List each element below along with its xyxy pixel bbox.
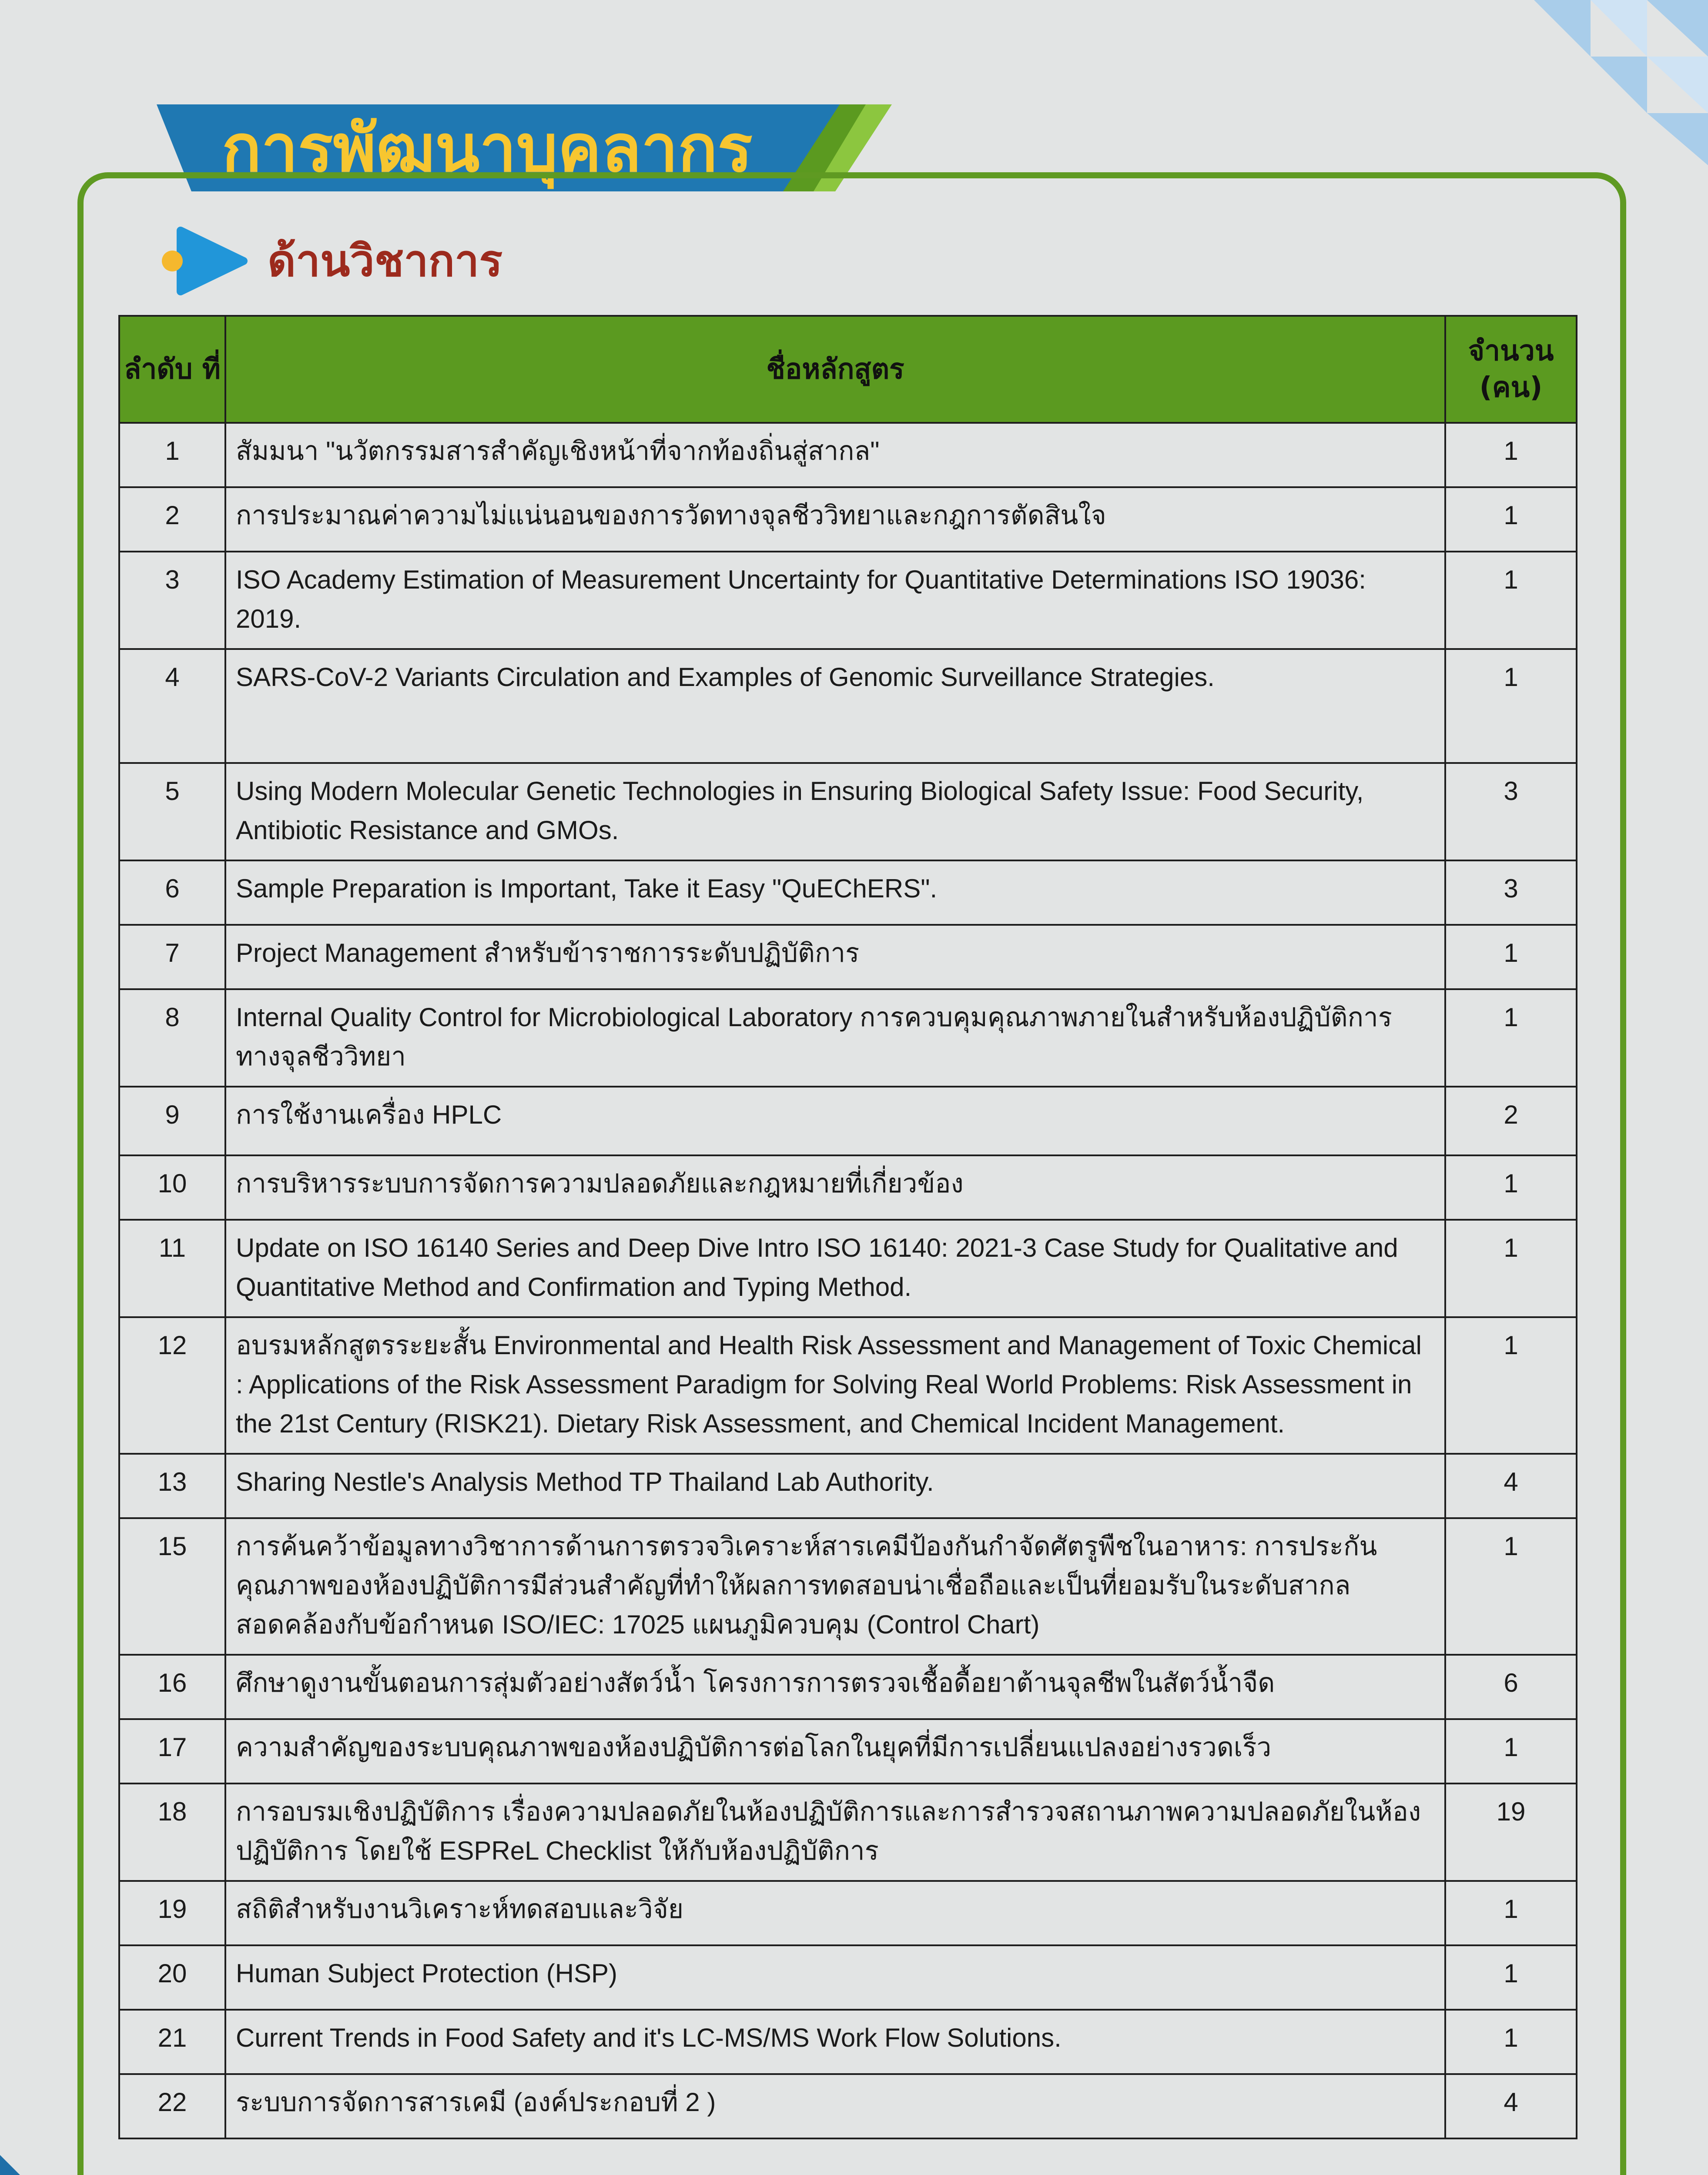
table-row [119, 487, 1577, 552]
participant-count: 1 [1445, 1155, 1577, 1220]
participant-count: 1 [1445, 1719, 1577, 1784]
header-count: จำนวน (คน) [1445, 316, 1577, 423]
course-name: Internal Quality Control for Microbiological Laboratory การควบคุมคุณภาพภายในสำหรับห้องปฏิบัติการทางจุลชีววิทยา [225, 989, 1445, 1087]
course-name: สัมมนา "นวัตกรรมสารสำคัญเชิงหน้าที่จากท้องถิ่นสู่สากล" [225, 423, 1445, 487]
participant-count: 1 [1445, 423, 1577, 487]
row-number: 1 [119, 423, 225, 487]
participant-count: 3 [1445, 860, 1577, 925]
row-number: 19 [119, 1881, 225, 1945]
table-row [119, 1155, 1577, 1220]
participant-count: 1 [1445, 1945, 1577, 2010]
row-number: 10 [119, 1155, 225, 1220]
row-number: 7 [119, 925, 225, 989]
row-number: 17 [119, 1719, 225, 1784]
course-name: การบริหารระบบการจัดการความปลอดภัยและกฎหมายที่เกี่ยวข้อง [225, 1155, 1445, 1220]
row-number: 2 [119, 487, 225, 552]
row-number: 9 [119, 1087, 225, 1155]
participant-count: 2 [1445, 1087, 1577, 1155]
header-course-name: ชื่อหลักสูตร [225, 316, 1445, 423]
participant-count: 1 [1445, 1317, 1577, 1454]
row-number: 3 [119, 552, 225, 649]
course-name: การประมาณค่าความไม่แน่นอนของการวัดทางจุลชีววิทยาและกฎการตัดสินใจ [225, 487, 1445, 552]
table-row [119, 925, 1577, 989]
participant-count: 1 [1445, 1220, 1577, 1317]
table-row [119, 552, 1577, 649]
course-name: สถิติสำหรับงานวิเคราะห์ทดสอบและวิจัย [225, 1881, 1445, 1945]
course-name: อบรมหลักสูตรระยะสั้น Environmental and Health Risk Assessment and Management of Toxic Chemical : Applications of the Risk Assessment Paradigm for Solving Real World Problems: Risk Assessment in the 21st Century (RISK21). Dietary Risk Assessment, and Chemical Incident Management. [225, 1317, 1445, 1454]
course-name: ศึกษาดูงานขั้นตอนการสุ่มตัวอย่างสัตว์น้ำ โครงการการตรวจเชื้อดื้อยาต้านจุลชีพในสัตว์น้ำจืด [225, 1655, 1445, 1719]
participant-count: 1 [1445, 1881, 1577, 1945]
participant-count: 4 [1445, 2074, 1577, 2138]
row-number: 15 [119, 1518, 225, 1655]
section-title: ด้านวิชาการ [268, 235, 503, 286]
row-number: 6 [119, 860, 225, 925]
table-row [119, 1945, 1577, 2010]
courses-table [118, 315, 1577, 2139]
page-title: การพัฒนาบุคลากร [222, 111, 753, 187]
participant-count: 1 [1445, 989, 1577, 1087]
row-number: 20 [119, 1945, 225, 2010]
participant-count: 4 [1445, 1454, 1577, 1518]
row-number: 13 [119, 1454, 225, 1518]
header-order: ลำดับ ที่ [119, 316, 225, 423]
participant-count: 6 [1445, 1655, 1577, 1719]
course-name: Current Trends in Food Safety and it's LC-MS/MS Work Flow Solutions. [225, 2010, 1445, 2074]
course-name: Project Management สำหรับข้าราชการระดับปฏิบัติการ [225, 925, 1445, 989]
table-row [119, 1518, 1577, 1655]
table-row [119, 649, 1577, 763]
row-number: 5 [119, 763, 225, 860]
course-name: Using Modern Molecular Genetic Technologies in Ensuring Biological Safety Issue: Food Security, Antibiotic Resistance and GMOs. [225, 763, 1445, 860]
course-name: ความสำคัญของระบบคุณภาพของห้องปฏิบัติการต่อโลกในยุคที่มีการเปลี่ยนแปลงอย่างรวดเร็ว [225, 1719, 1445, 1784]
participant-count: 1 [1445, 649, 1577, 763]
table-row [119, 1881, 1577, 1945]
participant-count: 1 [1445, 2010, 1577, 2074]
table-row [119, 763, 1577, 860]
participant-count: 1 [1445, 487, 1577, 552]
row-number: 4 [119, 649, 225, 763]
table-row [119, 423, 1577, 487]
row-number: 21 [119, 2010, 225, 2074]
table-row [119, 2074, 1577, 2138]
table-row [119, 1087, 1577, 1155]
row-number: 16 [119, 1655, 225, 1719]
participant-count: 1 [1445, 1518, 1577, 1655]
row-number: 11 [119, 1220, 225, 1317]
play-arrow-icon [161, 226, 248, 296]
participant-count: 3 [1445, 763, 1577, 860]
row-number: 8 [119, 989, 225, 1087]
row-number: 12 [119, 1317, 225, 1454]
course-name: ระบบการจัดการสารเคมี (องค์ประกอบที่ 2 ) [225, 2074, 1445, 2138]
table-row [119, 1719, 1577, 1784]
table-row [119, 860, 1577, 925]
table-row [119, 1317, 1577, 1454]
table-row [119, 989, 1577, 1087]
course-name: Update on ISO 16140 Series and Deep Dive Intro ISO 16140: 2021-3 Case Study for Qualitative and Quantitative Method and Confirmation and Typing Method. [225, 1220, 1445, 1317]
table-row [119, 2010, 1577, 2074]
course-name: การค้นคว้าข้อมูลทางวิชาการด้านการตรวจวิเคราะห์สารเคมีป้องกันกำจัดศัตรูพืชในอาหาร: การประกันคุณภาพของห้องปฏิบัติการมีส่วนสำคัญที่ทำให้ผลการทดสอบน่าเชื่อถือและเป็นที่ยอมรับในระดับสากล สอดคล้องกับข้อกำหนด ISO/IEC: 17025 แผนภูมิควบคุม (Control Chart) [225, 1518, 1445, 1655]
table-header-row [119, 316, 1577, 423]
course-name: Human Subject Protection (HSP) [225, 1945, 1445, 2010]
table-row [119, 1784, 1577, 1881]
course-name: ISO Academy Estimation of Measurement Uncertainty for Quantitative Determinations ISO 19036: 2019. [225, 552, 1445, 649]
participant-count: 1 [1445, 925, 1577, 989]
row-number: 22 [119, 2074, 225, 2138]
participant-count: 19 [1445, 1784, 1577, 1881]
table-row [119, 1655, 1577, 1719]
course-name: Sample Preparation is Important, Take it Easy "QuEChERS". [225, 860, 1445, 925]
table-row [119, 1454, 1577, 1518]
participant-count: 1 [1445, 552, 1577, 649]
course-name: SARS-CoV-2 Variants Circulation and Examples of Genomic Surveillance Strategies. [225, 649, 1445, 763]
table-row [119, 1220, 1577, 1317]
course-name: การใช้งานเครื่อง HPLC [225, 1087, 1445, 1155]
course-name: การอบรมเชิงปฏิบัติการ เรื่องความปลอดภัยในห้องปฏิบัติการและการสำรวจสถานภาพความปลอดภัยในห้องปฏิบัติการ โดยใช้ ESPReL Checklist ให้กับห้องปฏิบัติการ [225, 1784, 1445, 1881]
corner-triangle-decoration [1534, 0, 1708, 165]
row-number: 18 [119, 1784, 225, 1881]
course-name: Sharing Nestle's Analysis Method TP Thailand Lab Authority. [225, 1454, 1445, 1518]
